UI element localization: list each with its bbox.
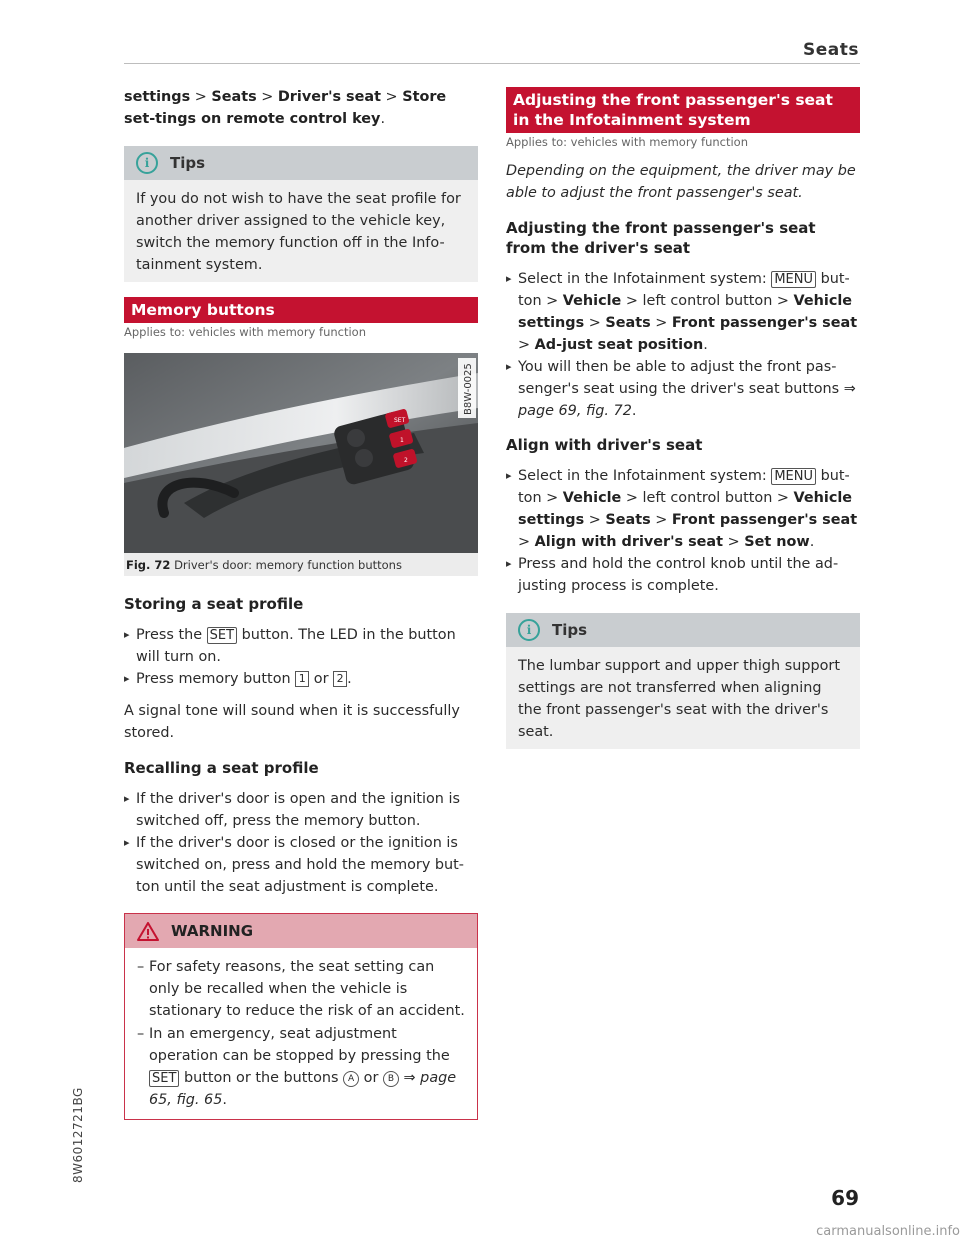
info-icon: i <box>518 619 540 641</box>
storing-note: A signal tone will sound when it is successfully stored. <box>124 703 460 741</box>
storing-section <box>124 594 478 744</box>
recalling-step-1: ▸ If the driver's door is open and the ignition is switched off, press the memory button. <box>124 788 478 832</box>
intro-path: settings > Seats > Driver's seat > Store set-tings on remote control key. <box>124 89 447 127</box>
door-panel-illustration <box>124 353 478 553</box>
watermark-site: carmanualsonline.info <box>816 1224 960 1239</box>
figure-caption-text: Driver's door: memory function buttons <box>174 558 402 572</box>
intro-italic: Depending on the equipment, the driver may be able to adjust the front passenger's seat. <box>506 163 856 201</box>
storing-step-1: ▸ Press the SET button. The LED in the button will turn on. <box>124 624 478 668</box>
path-drivers-seat: Driver's seat <box>277 89 381 105</box>
passenger-intro <box>506 160 860 204</box>
tips-body: If you do not wish to have the seat profile for another driver assigned to the vehicle key, switch the memory function off in the Info-tainment system. <box>136 191 461 273</box>
tips-header <box>506 613 860 647</box>
align-step-1: ▸ Select in the Infotainment system: MENU but-ton > Vehicle > left control button > Vehicle settings > Seats > Front passenger's seat > Align with driver's seat > Set now. <box>506 465 860 553</box>
button-a-icon: A <box>343 1071 359 1087</box>
menu-key: MENU <box>771 271 816 288</box>
heading-align: Align with driver's seat <box>506 436 703 454</box>
warning-box <box>124 913 478 1120</box>
info-icon: i <box>136 152 158 174</box>
adjust-step-1: ▸ Select in the Infotainment system: MENU but-ton > Vehicle > left control button > Vehicle settings > Seats > Front passenger's seat > Ad-just seat position. <box>506 268 860 356</box>
path-seats: Seats <box>211 89 257 105</box>
figure-code: B8W-0025 <box>463 363 474 415</box>
figure-72-image <box>124 353 478 553</box>
header-divider <box>124 63 860 64</box>
figure-caption <box>124 553 478 576</box>
align-section <box>506 435 860 597</box>
tips-box-2 <box>506 613 860 749</box>
memory-key-2: 2 <box>333 671 347 687</box>
memory-key-1: 1 <box>295 671 309 687</box>
tips-title: Tips <box>170 154 206 172</box>
align-step-2: ▸ Press and hold the control knob until the ad-justing process is complete. <box>506 553 860 597</box>
menu-key: MENU <box>771 468 816 485</box>
recalling-section <box>124 758 478 898</box>
section-heading-memory-buttons: Memory buttons <box>124 297 478 323</box>
set-button-label: SET <box>394 417 406 424</box>
adjust-section <box>506 218 860 422</box>
page-ref-69[interactable]: ⇒ page 69, fig. 72 <box>518 381 856 419</box>
button-b-icon: B <box>383 1071 399 1087</box>
memory-2-button-label: 2 <box>404 457 408 464</box>
warning-icon <box>137 922 159 941</box>
set-key: SET <box>149 1070 179 1087</box>
applies-note: Applies to: vehicles with memory function <box>506 135 748 149</box>
path-store-settings: Store set-tings on remote control key <box>124 89 447 127</box>
passenger-seat-section <box>506 87 860 149</box>
warning-header <box>125 914 477 948</box>
page-number: 69 <box>831 1186 859 1210</box>
adjust-step-2: ▸ You will then be able to adjust the front pas-senger's seat using the driver's seat buttons ⇒ page 69, fig. 72. <box>506 356 860 422</box>
page-header-title: Seats <box>803 40 859 60</box>
tips-title: Tips <box>552 621 588 639</box>
set-key: SET <box>207 627 237 644</box>
page-ref-65[interactable]: ⇒ page 65, fig. 65 <box>149 1070 457 1108</box>
storing-step-2: ▸ Press memory button 1 or 2 . <box>124 668 478 690</box>
warning-item-1: – For safety reasons, the seat setting can only be recalled when the vehicle is stationary to reduce the risk of an accident. <box>137 956 465 1022</box>
figure-caption-label: Fig. 72 <box>126 558 171 572</box>
tips-body: The lumbar support and upper thigh support settings are not transferred when aligning the front passenger's seat with the driver's seat. <box>518 658 840 740</box>
tips-box-1 <box>124 146 478 282</box>
warning-title: WARNING <box>171 922 254 940</box>
heading-recalling: Recalling a seat profile <box>124 759 319 777</box>
heading-adjust: Adjusting the front passenger's seat from the driver's seat <box>506 219 816 257</box>
path-settings: settings <box>124 89 191 105</box>
heading-storing: Storing a seat profile <box>124 595 304 613</box>
memory-1-button-label: 1 <box>400 437 404 444</box>
memory-section <box>124 297 478 339</box>
applies-note: Applies to: vehicles with memory function <box>124 325 366 339</box>
recalling-step-2: ▸ If the driver's door is closed or the ignition is switched on, press and hold the memory but-ton until the seat adjustment is complete. <box>124 832 478 898</box>
section-heading-passenger-seat: Adjusting the front passenger's seat in the Infotainment system <box>506 87 860 133</box>
tips-header <box>124 146 478 180</box>
warning-item-2: – In an emergency, seat adjustment operation can be stopped by pressing the SET button or the buttons A or B ⇒ page 65, fig. 65. <box>137 1023 465 1111</box>
document-code: 8W6012721BG <box>71 1087 85 1183</box>
